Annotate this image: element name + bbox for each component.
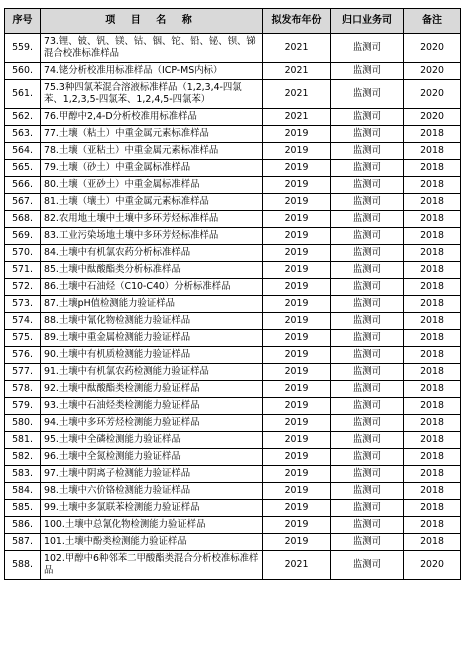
table-row xyxy=(5,279,461,296)
row-number: 574. xyxy=(5,313,41,330)
row-note: 2018 xyxy=(404,364,461,381)
table-row xyxy=(5,534,461,551)
row-note: 2018 xyxy=(404,296,461,313)
table-row xyxy=(5,262,461,279)
row-dept: 监测司 xyxy=(331,34,404,63)
table-row xyxy=(5,177,461,194)
row-number: 565. xyxy=(5,160,41,177)
table-row xyxy=(5,364,461,381)
row-dept: 监测司 xyxy=(331,347,404,364)
row-note: 2020 xyxy=(404,34,461,63)
row-note: 2018 xyxy=(404,194,461,211)
row-dept: 监测司 xyxy=(331,177,404,194)
row-note: 2018 xyxy=(404,466,461,483)
row-number: 572. xyxy=(5,279,41,296)
row-name: 96.土壤中全氮检测能力验证样品 xyxy=(41,449,263,466)
row-year: 2021 xyxy=(263,34,331,63)
row-note: 2018 xyxy=(404,313,461,330)
row-name: 74.铑分析校准用标准样品（ICP-MS内标） xyxy=(41,63,263,80)
row-note: 2018 xyxy=(404,398,461,415)
row-name: 79.土壤（砂土）中重金属标准样品 xyxy=(41,160,263,177)
row-number: 563. xyxy=(5,126,41,143)
table-row xyxy=(5,313,461,330)
row-name: 85.土壤中酞酸酯类分析标准样品 xyxy=(41,262,263,279)
row-note: 2018 xyxy=(404,126,461,143)
row-note: 2018 xyxy=(404,347,461,364)
row-dept: 监测司 xyxy=(331,381,404,398)
row-year: 2019 xyxy=(263,483,331,500)
row-year: 2019 xyxy=(263,126,331,143)
row-dept: 监测司 xyxy=(331,194,404,211)
row-name: 80.土壤（亚砂土）中重金属标准样品 xyxy=(41,177,263,194)
row-dept: 监测司 xyxy=(331,483,404,500)
table-row xyxy=(5,449,461,466)
row-year: 2019 xyxy=(263,194,331,211)
row-dept: 监测司 xyxy=(331,211,404,228)
row-name: 75.3种四氯苯混合溶液标准样品（1,2,3,4-四氯苯、1,2,3,5-四氯苯、1,2,4,5-四氯苯） xyxy=(41,80,263,109)
row-year: 2019 xyxy=(263,398,331,415)
row-year: 2021 xyxy=(263,80,331,109)
row-year: 2019 xyxy=(263,228,331,245)
row-year: 2019 xyxy=(263,432,331,449)
row-number: 559. xyxy=(5,34,41,63)
row-number: 577. xyxy=(5,364,41,381)
row-name: 101.土壤中酚类检测能力验证样品 xyxy=(41,534,263,551)
table-row xyxy=(5,211,461,228)
row-note: 2018 xyxy=(404,262,461,279)
row-year: 2021 xyxy=(263,109,331,126)
row-year: 2019 xyxy=(263,466,331,483)
row-name: 73.锂、铍、钒、镁、钴、铟、铊、铅、铋、钡、锑混合校准标准样品 xyxy=(41,34,263,63)
row-note: 2018 xyxy=(404,330,461,347)
row-note: 2018 xyxy=(404,279,461,296)
row-name: 76.甲醇中2,4-D分析校准用标准样品 xyxy=(41,109,263,126)
table-row xyxy=(5,228,461,245)
row-name: 95.土壤中全磷检测能力验证样品 xyxy=(41,432,263,449)
table-row xyxy=(5,63,461,80)
row-year: 2021 xyxy=(263,63,331,80)
row-note: 2018 xyxy=(404,245,461,262)
row-note: 2018 xyxy=(404,228,461,245)
row-year: 2019 xyxy=(263,177,331,194)
row-number: 585. xyxy=(5,500,41,517)
row-dept: 监测司 xyxy=(331,245,404,262)
row-dept: 监测司 xyxy=(331,279,404,296)
table-row xyxy=(5,398,461,415)
table-row xyxy=(5,381,461,398)
row-dept: 监测司 xyxy=(331,534,404,551)
table-row xyxy=(5,551,461,580)
row-note: 2018 xyxy=(404,449,461,466)
row-dept: 监测司 xyxy=(331,109,404,126)
row-number: 582. xyxy=(5,449,41,466)
table-row xyxy=(5,194,461,211)
table-header-row xyxy=(5,9,461,34)
row-name: 86.土壤中石油烃（C10-C40）分析标准样品 xyxy=(41,279,263,296)
row-year: 2019 xyxy=(263,449,331,466)
row-number: 575. xyxy=(5,330,41,347)
row-dept: 监测司 xyxy=(331,143,404,160)
table-row xyxy=(5,109,461,126)
row-year: 2019 xyxy=(263,160,331,177)
row-number: 584. xyxy=(5,483,41,500)
row-number: 587. xyxy=(5,534,41,551)
row-dept: 监测司 xyxy=(331,364,404,381)
row-note: 2020 xyxy=(404,63,461,80)
row-note: 2018 xyxy=(404,500,461,517)
row-note: 2020 xyxy=(404,551,461,580)
table-row xyxy=(5,517,461,534)
row-name: 83.工业污染场地土壤中多环芳烃标准样品 xyxy=(41,228,263,245)
row-dept: 监测司 xyxy=(331,432,404,449)
row-note: 2020 xyxy=(404,80,461,109)
row-year: 2019 xyxy=(263,500,331,517)
row-dept: 监测司 xyxy=(331,313,404,330)
header-year: 拟发布年份 xyxy=(263,9,331,34)
row-number: 570. xyxy=(5,245,41,262)
row-note: 2018 xyxy=(404,211,461,228)
row-year: 2019 xyxy=(263,347,331,364)
header-name: 项 目 名 称 xyxy=(41,9,263,34)
row-name: 92.土壤中酞酸酯类检测能力验证样品 xyxy=(41,381,263,398)
table-row xyxy=(5,126,461,143)
row-number: 580. xyxy=(5,415,41,432)
row-number: 588. xyxy=(5,551,41,580)
row-number: 578. xyxy=(5,381,41,398)
row-note: 2018 xyxy=(404,143,461,160)
table-row xyxy=(5,432,461,449)
row-dept: 监测司 xyxy=(331,80,404,109)
row-name: 88.土壤中氰化物检测能力验证样品 xyxy=(41,313,263,330)
table-row xyxy=(5,296,461,313)
row-name: 82.农用地土壤中土壤中多环芳烃标准样品 xyxy=(41,211,263,228)
table-row xyxy=(5,483,461,500)
row-note: 2018 xyxy=(404,534,461,551)
row-number: 581. xyxy=(5,432,41,449)
table-row xyxy=(5,466,461,483)
row-year: 2019 xyxy=(263,279,331,296)
row-note: 2018 xyxy=(404,483,461,500)
row-year: 2019 xyxy=(263,211,331,228)
row-number: 561. xyxy=(5,80,41,109)
row-dept: 监测司 xyxy=(331,228,404,245)
row-note: 2018 xyxy=(404,381,461,398)
row-year: 2019 xyxy=(263,415,331,432)
row-name: 77.土壤（粘土）中重金属元素标准样品 xyxy=(41,126,263,143)
row-dept: 监测司 xyxy=(331,160,404,177)
row-number: 566. xyxy=(5,177,41,194)
row-number: 573. xyxy=(5,296,41,313)
row-name: 94.土壤中多环芳烃检测能力验证样品 xyxy=(41,415,263,432)
row-number: 564. xyxy=(5,143,41,160)
row-year: 2019 xyxy=(263,262,331,279)
table-body xyxy=(5,9,461,580)
row-dept: 监测司 xyxy=(331,466,404,483)
row-note: 2018 xyxy=(404,432,461,449)
row-number: 579. xyxy=(5,398,41,415)
row-name: 93.土壤中石油烃类检测能力验证样品 xyxy=(41,398,263,415)
row-name: 90.土壤中有机质检测能力验证样品 xyxy=(41,347,263,364)
row-note: 2018 xyxy=(404,177,461,194)
row-number: 576. xyxy=(5,347,41,364)
row-dept: 监测司 xyxy=(331,126,404,143)
header-no: 序号 xyxy=(5,9,41,34)
row-name: 89.土壤中重金属检测能力验证样品 xyxy=(41,330,263,347)
row-name: 102.甲醇中6种邻苯二甲酸酯类混合分析校准标准样品 xyxy=(41,551,263,580)
row-name: 78.土壤（亚粘土）中重金属元素标准样品 xyxy=(41,143,263,160)
row-name: 84.土壤中有机氯农药分析标准样品 xyxy=(41,245,263,262)
row-name: 97.土壤中阴离子检测能力验证样品 xyxy=(41,466,263,483)
table-row xyxy=(5,347,461,364)
row-number: 583. xyxy=(5,466,41,483)
row-year: 2019 xyxy=(263,245,331,262)
row-year: 2019 xyxy=(263,313,331,330)
row-year: 2019 xyxy=(263,534,331,551)
row-dept: 监测司 xyxy=(331,551,404,580)
row-number: 586. xyxy=(5,517,41,534)
row-note: 2018 xyxy=(404,160,461,177)
table-row xyxy=(5,160,461,177)
row-note: 2018 xyxy=(404,517,461,534)
row-year: 2019 xyxy=(263,143,331,160)
row-year: 2021 xyxy=(263,551,331,580)
row-note: 2020 xyxy=(404,109,461,126)
header-note: 备注 xyxy=(404,9,461,34)
row-dept: 监测司 xyxy=(331,517,404,534)
table-row xyxy=(5,330,461,347)
row-number: 562. xyxy=(5,109,41,126)
table-row xyxy=(5,143,461,160)
row-name: 99.土壤中多氯联苯检测能力验证样品 xyxy=(41,500,263,517)
header-dept: 归口业务司 xyxy=(331,9,404,34)
row-dept: 监测司 xyxy=(331,262,404,279)
row-dept: 监测司 xyxy=(331,63,404,80)
row-dept: 监测司 xyxy=(331,449,404,466)
row-dept: 监测司 xyxy=(331,500,404,517)
row-name: 100.土壤中总氰化物检测能力验证样品 xyxy=(41,517,263,534)
table-row xyxy=(5,80,461,109)
table-row xyxy=(5,34,461,63)
row-name: 91.土壤中有机氯农药检测能力验证样品 xyxy=(41,364,263,381)
row-number: 568. xyxy=(5,211,41,228)
row-year: 2019 xyxy=(263,296,331,313)
table-row xyxy=(5,500,461,517)
row-number: 560. xyxy=(5,63,41,80)
row-note: 2018 xyxy=(404,415,461,432)
row-year: 2019 xyxy=(263,381,331,398)
standards-table xyxy=(4,8,461,580)
table-row xyxy=(5,415,461,432)
row-number: 569. xyxy=(5,228,41,245)
row-year: 2019 xyxy=(263,330,331,347)
row-year: 2019 xyxy=(263,364,331,381)
row-dept: 监测司 xyxy=(331,330,404,347)
row-name: 81.土壤（壤土）中重金属元素标准样品 xyxy=(41,194,263,211)
row-number: 567. xyxy=(5,194,41,211)
row-dept: 监测司 xyxy=(331,398,404,415)
row-dept: 监测司 xyxy=(331,415,404,432)
row-dept: 监测司 xyxy=(331,296,404,313)
row-name: 87.土壤pH值检测能力验证样品 xyxy=(41,296,263,313)
table-row xyxy=(5,245,461,262)
row-year: 2019 xyxy=(263,517,331,534)
row-number: 571. xyxy=(5,262,41,279)
row-name: 98.土壤中六价铬检测能力验证样品 xyxy=(41,483,263,500)
